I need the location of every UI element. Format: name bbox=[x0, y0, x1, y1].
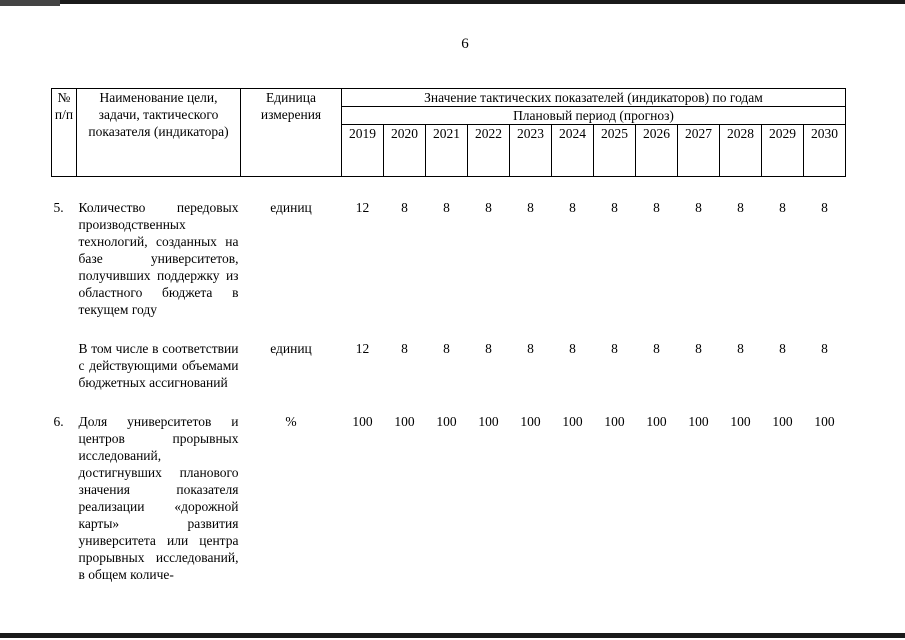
row-value: 8 bbox=[779, 341, 786, 356]
header-year: 2030 bbox=[804, 125, 846, 177]
scan-top-corner bbox=[0, 0, 60, 6]
header-num: № п/п bbox=[52, 89, 77, 177]
row-indicator-name: Количество передовых производственных технологий, созданных на базе университетов, получивших поддержку из областного бюджета в текущем году bbox=[78, 200, 239, 317]
header-year: 2027 bbox=[678, 125, 720, 177]
indicators-table bbox=[51, 88, 846, 583]
row-value: 100 bbox=[688, 414, 709, 429]
row-value: 8 bbox=[485, 341, 492, 356]
header-unit: Единица измерения bbox=[241, 89, 342, 177]
header-name: Наименование цели, задачи, тактического показателя (индикатора) bbox=[77, 89, 241, 177]
row-value: 100 bbox=[814, 414, 835, 429]
row-value: 100 bbox=[772, 414, 793, 429]
row-value: 8 bbox=[569, 200, 576, 215]
row-value: 8 bbox=[569, 341, 576, 356]
row-number: 6. bbox=[53, 414, 64, 429]
row-spacer bbox=[52, 177, 846, 200]
header-year: 2020 bbox=[384, 125, 426, 177]
row-spacer bbox=[52, 391, 846, 413]
row-value: 8 bbox=[401, 200, 408, 215]
row-value: 8 bbox=[485, 200, 492, 215]
header-year: 2028 bbox=[720, 125, 762, 177]
scan-bottom-edge bbox=[0, 633, 905, 638]
row-value: 8 bbox=[443, 200, 450, 215]
row-value: 8 bbox=[695, 200, 702, 215]
row-value: 8 bbox=[401, 341, 408, 356]
row-value: 100 bbox=[352, 414, 373, 429]
row-value: 100 bbox=[436, 414, 457, 429]
row-spacer bbox=[52, 318, 846, 340]
header-year: 2023 bbox=[510, 125, 552, 177]
row-value: 8 bbox=[821, 200, 828, 215]
row-unit: единиц bbox=[270, 341, 312, 356]
row-indicator-name: В том числе в соответствии с действующими объемами бюджетных ассигнований bbox=[78, 341, 239, 390]
row-value: 12 bbox=[355, 341, 370, 356]
row-number: 5. bbox=[53, 200, 64, 215]
row-value: 100 bbox=[562, 414, 583, 429]
header-year: 2025 bbox=[594, 125, 636, 177]
row-value: 100 bbox=[478, 414, 499, 429]
row-indicator-name: Доля университетов и центров прорывных исследований, достигнувших планового значения показателя реализации «дорожной карты» развития университета или центра прорывных исследований, в общем количе- bbox=[78, 414, 239, 582]
header-year: 2026 bbox=[636, 125, 678, 177]
header-year: 2024 bbox=[552, 125, 594, 177]
header-year: 2019 bbox=[342, 125, 384, 177]
row-value: 100 bbox=[604, 414, 625, 429]
row-value: 100 bbox=[394, 414, 415, 429]
row-value: 8 bbox=[527, 341, 534, 356]
row-value: 100 bbox=[730, 414, 751, 429]
row-value: 8 bbox=[821, 341, 828, 356]
header-year: 2029 bbox=[762, 125, 804, 177]
row-value: 8 bbox=[737, 200, 744, 215]
row-value: 8 bbox=[527, 200, 534, 215]
row-unit: % bbox=[285, 414, 297, 429]
scan-top-edge bbox=[0, 0, 905, 4]
row-value: 8 bbox=[443, 341, 450, 356]
row-value: 12 bbox=[355, 200, 370, 215]
row-value: 8 bbox=[611, 341, 618, 356]
header-values-title: Значение тактических показателей (индикаторов) по годам bbox=[342, 89, 846, 107]
header-year: 2021 bbox=[426, 125, 468, 177]
row-value: 8 bbox=[737, 341, 744, 356]
row-value: 100 bbox=[646, 414, 667, 429]
header-year: 2022 bbox=[468, 125, 510, 177]
row-value: 8 bbox=[653, 200, 660, 215]
table-row bbox=[52, 413, 846, 583]
table-row bbox=[52, 199, 846, 318]
row-value: 8 bbox=[695, 341, 702, 356]
header-plan-period: Плановый период (прогноз) bbox=[342, 107, 846, 125]
row-value: 8 bbox=[779, 200, 786, 215]
row-value: 100 bbox=[520, 414, 541, 429]
row-number bbox=[52, 340, 77, 391]
row-unit: единиц bbox=[270, 200, 312, 215]
row-value: 8 bbox=[653, 341, 660, 356]
table-row bbox=[52, 340, 846, 391]
page-number: 6 bbox=[461, 36, 469, 52]
row-value: 8 bbox=[611, 200, 618, 215]
